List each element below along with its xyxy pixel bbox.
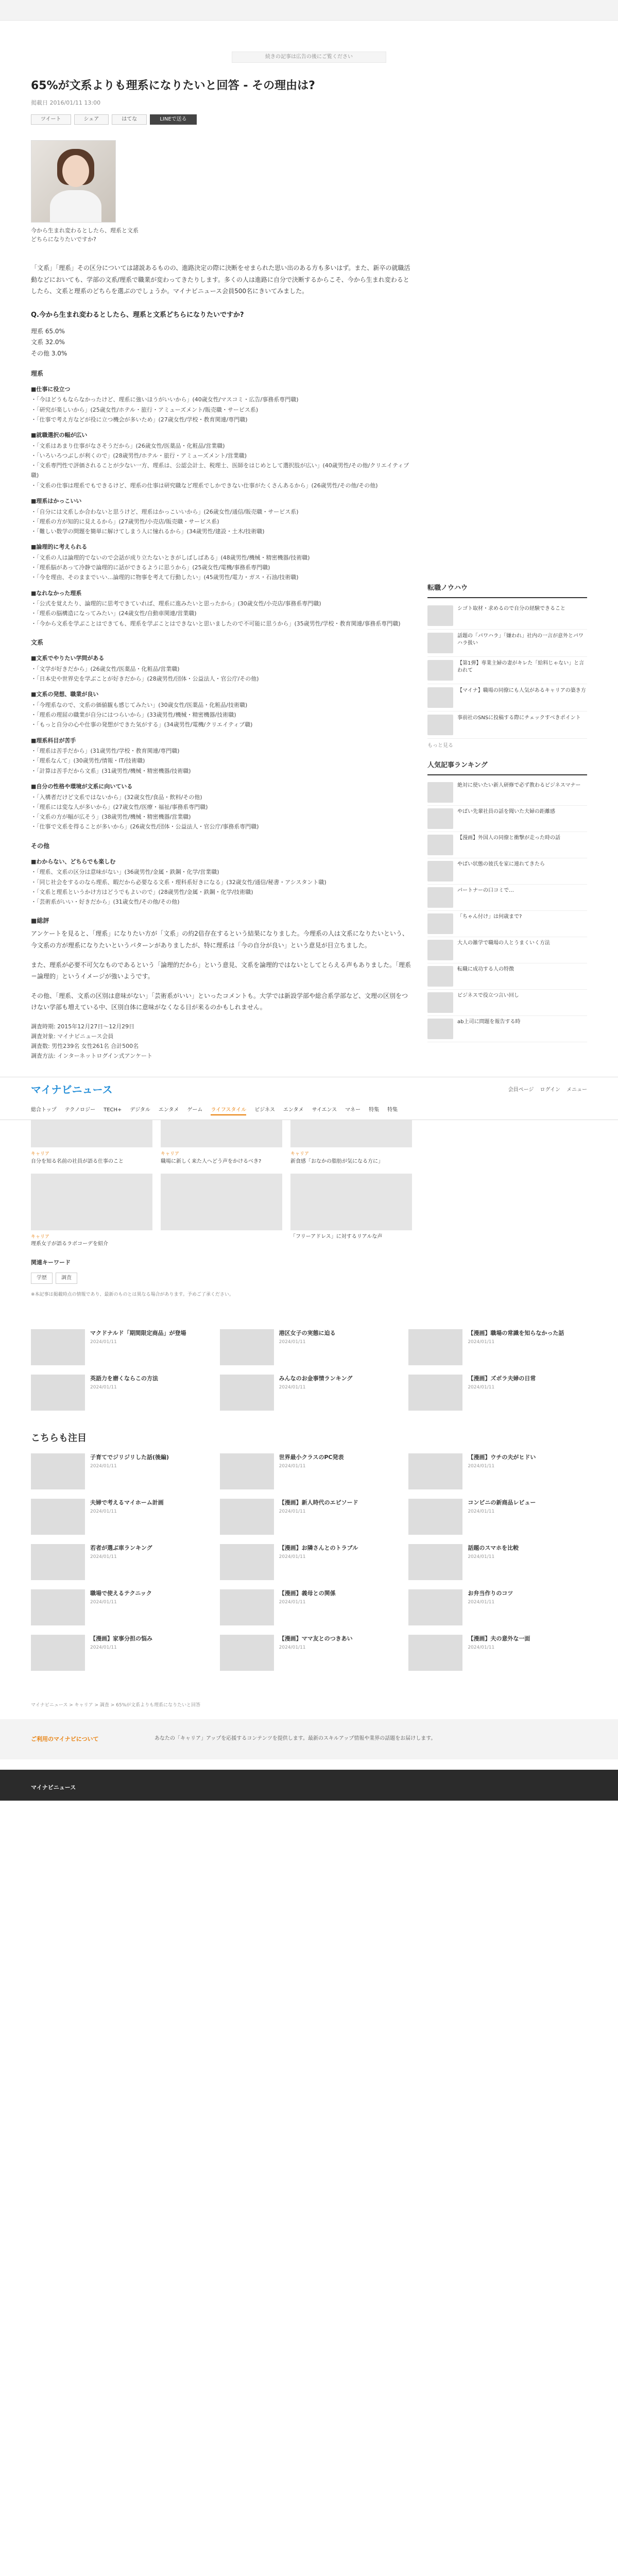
quote-item: ・「公式を覚えたり、論理的に思考できていれば、理系に進みたいと思ったから」(30歳女性/小売店/事務系専門職)	[31, 600, 321, 607]
ranking-thumb	[427, 1019, 453, 1039]
breadcrumb: マイナビニュース > キャリア > 調査 > 65%が文系よりも理系になりたいと回答	[31, 1702, 201, 1708]
footer-desc: あなたの「キャリア」アップを応援するコンテンツを提供します。最新のスキルアップ情報や業界の話題をお届けします。	[154, 1736, 436, 1742]
keyword-tag[interactable]: 学歴	[31, 1273, 53, 1284]
group-heading: ■自分の性格や環境が文系に向いている	[31, 783, 133, 790]
nav-link[interactable]: エンタメ	[158, 1107, 179, 1113]
sidebar-item-text: シゴト取材・求めるので自分の経験できること	[457, 605, 565, 612]
list-title: 【漫画】職場の常識を知らなかった話 2024/01/11	[468, 1329, 564, 1365]
quote-item: ・「いろいろつぶしが利くので」(28歳男性/ホテル・旅行・アミューズメント/営業職)	[31, 452, 247, 459]
list-title: 話題のスマホを比較 2024/01/11	[468, 1544, 519, 1580]
summary-paragraph: その他、「理系、文系の区別は意味がない」「芸術系がいい」といったコメントも。大学では新設学部や総合系学部など、文理の区別をつけない学部も増えている中、区別自体に意味がなくなる日が来るのかもしれません。	[31, 992, 408, 1011]
related-thumb	[31, 1174, 152, 1230]
notice: ※本記事は掲載時点の情報であり、最新のものとは異なる場合があります。予めご了承ください。	[31, 1292, 234, 1297]
ranking-thumb	[427, 782, 453, 803]
list-item[interactable]	[408, 1589, 587, 1625]
list-thumb	[408, 1453, 462, 1489]
list-date: 2024/01/11	[90, 1339, 117, 1345]
keywords	[31, 1258, 412, 1284]
list-title: みんなのお金事情ランキング 2024/01/11	[279, 1375, 353, 1411]
related-thumb	[161, 1174, 282, 1230]
survey-info	[31, 1022, 412, 1061]
ranking-title: 人気記事ランキング	[427, 760, 587, 775]
related-text: 理系女子が語るラボコーデを紹介	[31, 1241, 108, 1247]
list-title: 世界最小クラスのPC発表 2024/01/11	[279, 1453, 344, 1489]
quote-item: ・「研究が楽しいから」(25歳女性/ホテル・旅行・アミューズメント/販売職・サービス系)	[31, 406, 259, 413]
footer-dark	[0, 1770, 618, 1801]
nav-link[interactable]: サイエンス	[312, 1107, 337, 1113]
quote-item: ・「今から文系を学ぶことはできても、理系を学ぶことはできないと思いましたので不可能に思うから」(35歳男性/学校・教育関連/事務系専門職)	[31, 620, 401, 627]
list-thumb	[220, 1375, 274, 1411]
list-item[interactable]	[408, 1329, 587, 1365]
survey-line: 調査方法: インターネットログイン式アンケート	[31, 1053, 153, 1060]
related-card[interactable]	[161, 1174, 282, 1248]
ranking-thumb	[427, 913, 453, 934]
ranking-item-text: 転職に成功する人の特徴	[457, 966, 514, 972]
ranking-thumb	[427, 992, 453, 1013]
list-title: 【漫画】家事分担の悩み 2024/01/11	[90, 1635, 152, 1671]
quote-item: ・「文系と理系というかけ方はどうでもよいので」(28歳男性/金属・鉄鋼・化学/技術職)	[31, 888, 253, 895]
ranking-item-text: やばい状態の彼氏を家に連れてきたら	[457, 861, 545, 867]
result-line: 理系 65.0%	[31, 327, 65, 335]
list-date: 2024/01/11	[279, 1599, 306, 1605]
ranking-item[interactable]	[427, 1016, 587, 1042]
footer-dark-text: マイナビニュース	[31, 1784, 76, 1791]
list-date: 2024/01/11	[468, 1339, 495, 1345]
quote-item: ・「今理系なので、文系の価値観も感じてみたい」(30歳女性/医薬品・化粧品/技術職)	[31, 701, 248, 708]
list-thumb	[31, 1453, 85, 1489]
list-item[interactable]	[220, 1499, 399, 1535]
ranking-item-text: 絶対に使いたい新人研修で必ず教わるビジネスマナー	[457, 782, 581, 788]
list-item[interactable]	[31, 1589, 210, 1625]
nav-link[interactable]: 特集	[369, 1107, 380, 1113]
list-title: 英語力を磨くならこの方法 2024/01/11	[90, 1375, 158, 1411]
list-date: 2024/01/11	[90, 1599, 117, 1605]
list-title: 【漫画】ママ友とのつきあい 2024/01/11	[279, 1635, 353, 1671]
attention-grid	[31, 1453, 587, 1671]
list-title: 【漫画】ズボラ夫婦の日常 2024/01/11	[468, 1375, 536, 1411]
list-date: 2024/01/11	[90, 1463, 117, 1469]
sidebar-item[interactable]	[427, 711, 587, 739]
quote-item: ・「理系は苦手だから」(31歳男性/学校・教育関連/専門職)	[31, 748, 180, 755]
article-intro	[31, 262, 412, 297]
sidebar-item[interactable]	[427, 630, 587, 657]
list-date: 2024/01/11	[468, 1645, 495, 1650]
list-date: 2024/01/11	[468, 1463, 495, 1469]
article-photo	[31, 140, 116, 223]
ranking-item-text: やばい先輩社員の話を聞いた夫婦の距離感	[457, 808, 555, 815]
related-card[interactable]	[290, 1174, 412, 1248]
ranking-item[interactable]	[427, 937, 587, 963]
ranking-list	[427, 779, 587, 1042]
quote-item: ・「入構者だけど文系ではないから」(32歳女性/食品・飲料/その他)	[31, 793, 202, 801]
sidebar-thumb	[427, 715, 453, 735]
related-text: 自分を知る名前の社員が語る仕事のこと	[31, 1158, 124, 1164]
ad-notice: 続きの記事は広告の後にご覧ください	[232, 52, 386, 63]
sidebar-item[interactable]	[427, 657, 587, 684]
keyword-list	[31, 1273, 412, 1284]
list-item[interactable]	[408, 1499, 587, 1535]
group-heading: ■なれなかった理系	[31, 589, 82, 597]
group-heading: ■文系でやりたい学問がある	[31, 655, 105, 662]
sidebar-item[interactable]	[427, 684, 587, 711]
list-title: マクドナルド「期間限定商品」が登場 2024/01/11	[90, 1329, 186, 1365]
list-date: 2024/01/11	[279, 1554, 306, 1560]
list-date: 2024/01/11	[468, 1554, 495, 1560]
list-date: 2024/01/11	[279, 1463, 306, 1469]
intro-paragraph: 「文系」「理系」その区分については諸説あるものの、進路決定の際に決断をせまられた思い出のある方も多いはず。また、新卒の就職活動などにおいても、学部の文系/理系で職業が変わってきたりします。多くの人は進路に自分で決断するからこそ、今から生まれ変わるとしたら、文系と理系のどちらを選ぶのでしょうか。マイナビニュース会員500名にきいてみました。	[31, 264, 410, 295]
related-tag: キャリア	[31, 1151, 50, 1157]
site-logo[interactable]: マイナビニュース	[31, 1084, 113, 1096]
ranking-thumb	[427, 861, 453, 882]
quote-item: ・「文系の仕事は理系でもできるけど、理系の仕事は研究職など理系でしかできない仕事がたくさんあるから」(26歳男性/その他/その他)	[31, 482, 378, 489]
share-button[interactable]: シェア	[74, 114, 109, 125]
list-item[interactable]	[408, 1453, 587, 1489]
summary-heading: ■総評	[31, 917, 49, 925]
sidebar	[427, 78, 587, 1042]
result-line: 文系 32.0%	[31, 338, 65, 346]
list-date: 2024/01/11	[90, 1509, 117, 1514]
top-bar	[0, 0, 618, 21]
list-thumb	[31, 1589, 85, 1625]
list-thumb	[408, 1589, 462, 1625]
list-title: 【漫画】夫の意外な一面 2024/01/11	[468, 1635, 530, 1671]
ranking-item-text: 【漫画】外国人の同僚と衝撃が走った時の話	[457, 835, 560, 841]
nav-link[interactable]: デジタル	[130, 1107, 150, 1113]
list-thumb	[408, 1544, 462, 1580]
list-item[interactable]	[220, 1635, 399, 1671]
related-tag: キャリア	[290, 1151, 310, 1157]
survey-line: 調査対象: マイナビニュース会員	[31, 1032, 114, 1040]
quote-item: ・「文系の方が幅が広そう」(38歳男性/機械・精密機器/営業職)	[31, 814, 191, 820]
list-item[interactable]	[408, 1635, 587, 1671]
summary	[31, 928, 412, 1013]
list-item[interactable]	[408, 1544, 587, 1580]
sidebar-item[interactable]	[427, 602, 587, 630]
quote-item: ・「今を理由、そのままでいい…論理的に物事を考えて行動したい」(45歳男性/電力・ガス・石油/技術職)	[31, 574, 299, 581]
ranking-thumb	[427, 835, 453, 855]
sidebar-thumb	[427, 605, 453, 626]
question-heading: Q.今から生まれ変わるとしたら、理系と文系どちらになりたいですか?	[31, 311, 244, 319]
section-heading: 理系	[31, 369, 44, 377]
ranking-thumb	[427, 940, 453, 960]
sidebar-thumb	[427, 687, 453, 708]
group-heading: ■理系はかっこいい	[31, 497, 82, 504]
summary-paragraph: アンケートを見ると、「理系」になりたい方が「文系」の約2倍存在するという結果になりました。今理系の人は文系になりたいという、今文系の方が理系になりたいというパターンがありましたが、特に理系は「今の自分が良い」という意見が目立ちました。	[31, 930, 408, 949]
list-title: 夫婦で考えるマイホーム計画 2024/01/11	[90, 1499, 164, 1535]
ranking-thumb	[427, 887, 453, 908]
list-title: 【漫画】義母との関係 2024/01/11	[279, 1589, 336, 1625]
list-title: 【漫画】お隣さんとのトラブル 2024/01/11	[279, 1544, 358, 1580]
quote-item: ・「理系脳があって冷静で論理的に話ができるように思うから」(25歳女性/電機/事務系専門職)	[31, 564, 270, 571]
group-heading: ■理系科目が苦手	[31, 737, 76, 744]
share-button[interactable]: はてな	[112, 114, 147, 125]
summary-paragraph: また、理系が必要不可欠なものであるという「論理的だから」という意見、文系を論理的ではないとしてとらえる声もありました。「理系＝論理的」というイメージが強いようです。	[31, 961, 411, 980]
quote-item: ・「今ほどうもならなかったけど、理系に強いほうがいいから」(40歳女性/マスコミ・広告/事務系専門職)	[31, 396, 299, 403]
list-title: 子育てでジリジリした話(後編) 2024/01/11	[90, 1453, 169, 1489]
list-date: 2024/01/11	[468, 1509, 495, 1514]
quote-item: ・「日本史や世界史を学ぶことが好きだから」(28歳男性/団体・公益法人・官公庁/その他)	[31, 675, 259, 682]
list-title: 【漫画】ウチの夫がヒドい 2024/01/11	[468, 1453, 536, 1489]
share-button[interactable]: LINEで送る	[150, 114, 196, 125]
list-thumb	[220, 1544, 274, 1580]
related-text: 新食感「おなかの脂肪が気になる方に」	[290, 1158, 383, 1164]
list-thumb	[220, 1453, 274, 1489]
quote-item: ・「文系専門性で評価されることが少ない一方、理系は、公認会計士、税理士、医師をはじめとして選択肢が広い」(40歳男性/その他/クリエイティブ職)	[31, 462, 409, 479]
keywords-title: 関連キーワード	[31, 1259, 71, 1266]
ranking-thumb	[427, 808, 453, 829]
sidebar-list	[427, 602, 587, 739]
quote-item: ・「もっと自分の心や仕事の発想ができた気がする」(34歳男性/電機/クリエイティブ職)	[31, 721, 253, 728]
nav-link[interactable]: TECH+	[104, 1107, 122, 1113]
attention-title: こちらも注目	[31, 1432, 87, 1444]
list-title: コンビニの新商品レビュー 2024/01/11	[468, 1499, 536, 1535]
list-item[interactable]	[31, 1453, 210, 1489]
list-date: 2024/01/11	[279, 1384, 306, 1390]
group-heading: ■論理的に考えられる	[31, 544, 88, 551]
list-item[interactable]	[408, 1375, 587, 1411]
recommend-section	[31, 1329, 587, 1411]
quote-item: ・「自分には文系しか合わないと思うけど、理系はかっこいいから」(26歳女性/通信/販売職・サービス系)	[31, 508, 299, 515]
list-item[interactable]	[220, 1589, 399, 1625]
list-title: 【漫画】新人時代のエピソード 2024/01/11	[279, 1499, 358, 1535]
list-item[interactable]	[31, 1635, 210, 1671]
related-thumb	[290, 1174, 412, 1230]
list-thumb	[408, 1635, 462, 1671]
list-thumb	[408, 1329, 462, 1365]
sidebar-item-text: 事前社のSNSに投稿する際にチェックすべきポイント	[457, 715, 581, 721]
list-date: 2024/01/11	[90, 1645, 117, 1650]
related-text: 職場に新しく来た人へどう声をかけるべき?	[161, 1158, 262, 1164]
list-item[interactable]	[220, 1375, 399, 1411]
quote-item: ・「理系の脳構造になってみたい」(24歳女性/自動車関連/営業職)	[31, 610, 197, 617]
list-item[interactable]	[220, 1544, 399, 1580]
nav-link[interactable]: 特集	[387, 1107, 398, 1113]
nav-right-item[interactable]: ログイン	[540, 1087, 560, 1093]
list-thumb	[31, 1544, 85, 1580]
quote-item: ・「理系、文系の区分は意味がない」(36歳男性/金属・鉄鋼・化学/営業職)	[31, 869, 219, 876]
ranking-item-text: 「ちゃん付け」は何歳まで?	[457, 913, 522, 920]
list-date: 2024/01/11	[90, 1554, 117, 1560]
attention-section	[31, 1431, 587, 1671]
quote-item: ・「文系の人は論理的でないので会話が成り立たないときがしばしばある」(48歳男性/機械・精密機器/技術職)	[31, 554, 310, 561]
quote-item: ・「難しい数学の問題を簡単に解けてしまう人に憧れるから」(34歳男性/建設・土木/技術職)	[31, 528, 265, 535]
site-navbar	[0, 1077, 618, 1120]
list-date: 2024/01/11	[90, 1384, 117, 1390]
ranking-item-text: 大人の雑学で職場の人とうまくいく方法	[457, 940, 550, 946]
related-card[interactable]	[31, 1174, 152, 1248]
sidebar-item-text: 【第1弾】専業主婦の妻がキレた「給料じゃない」と言われて	[457, 660, 585, 673]
article-title: 65%が文系よりも理系になりたいと回答 - その理由は?	[31, 79, 315, 92]
group-heading: ■就職選択の幅が広い	[31, 432, 88, 439]
quote-item: ・「仕事で文系を得ることが多いから」(26歳女性/団体・公益法人・官公庁/事務系専門職)	[31, 823, 259, 831]
list-thumb	[220, 1499, 274, 1535]
survey-line: 調査時期: 2015年12月27日～12月29日	[31, 1023, 135, 1030]
footer-band	[0, 1719, 618, 1759]
section-heading: 文系	[31, 638, 44, 646]
nav-link[interactable]: テクノロジー	[64, 1107, 96, 1113]
sidebar-thumb	[427, 660, 453, 681]
sidebar-more-link[interactable]: もっと見る	[427, 742, 453, 749]
list-thumb	[408, 1375, 462, 1411]
nav-right-item[interactable]: メニュー	[566, 1087, 587, 1093]
list-item[interactable]	[31, 1375, 210, 1411]
ranking-item[interactable]	[427, 990, 587, 1016]
ranking-item[interactable]	[427, 832, 587, 858]
group-heading: ■わからない、どちらでも楽しむ	[31, 858, 116, 865]
quote-item: ・「理系の理屈の職業が自分にはつらいから」(33歳男性/機械・精密機器/技術職)	[31, 711, 236, 719]
related-tag: キャリア	[31, 1234, 50, 1240]
list-title: お弁当作りのコツ 2024/01/11	[468, 1589, 513, 1625]
ranking-item-text: ab上司に問題を報告する時	[457, 1019, 521, 1025]
nav-link[interactable]: ビジネス	[254, 1107, 275, 1113]
survey-line: 調査数: 男性239名 女性261名 合計500名	[31, 1043, 139, 1050]
list-date: 2024/01/11	[468, 1384, 495, 1390]
share-button[interactable]: ツイート	[31, 114, 71, 125]
ranking-thumb	[427, 966, 453, 987]
article-date: 掲載日 2016/01/11 13:00	[31, 99, 101, 106]
nav-link[interactable]: エンタメ	[283, 1107, 304, 1113]
quote-item: ・「理系には変な人が多いから」(27歳女性/医療・福祉/事務系専門職)	[31, 803, 208, 810]
list-thumb	[220, 1589, 274, 1625]
list-title: 港区女子の実態に迫る 2024/01/11	[279, 1329, 336, 1365]
quote-item: ・「文系はあまり仕事がなさそうだから」(26歳女性/医薬品・化粧品/営業職)	[31, 442, 225, 449]
list-date: 2024/01/11	[468, 1599, 495, 1605]
keyword-tag[interactable]: 調査	[56, 1273, 77, 1284]
list-date: 2024/01/11	[279, 1645, 306, 1650]
ranking-item[interactable]	[427, 885, 587, 911]
sidebar-item-text: 【マイナ】職場の同僚にも人気があるキャリアの築き方	[457, 687, 586, 693]
photo-caption: 今から生まれ変わるとしたら、理系と文系どちらになりたいですか?	[31, 227, 139, 243]
list-item[interactable]	[220, 1329, 399, 1365]
survey-results	[31, 326, 412, 360]
group-heading: ■仕事に役立つ	[31, 385, 71, 393]
quote-item: ・「計算は苦手だから文系」(31歳男性/機械・精密機器/技術職)	[31, 767, 191, 774]
group-heading: ■文系の発想、職業が良い	[31, 691, 99, 698]
sidebar-item-text: 話題の「パワハラ」「嫌われ」社内の一言が意外とパワハラ扱い	[457, 633, 583, 646]
list-date: 2024/01/11	[279, 1509, 306, 1514]
list-item[interactable]	[31, 1544, 210, 1580]
related-tag: キャリア	[161, 1151, 180, 1157]
list-thumb	[220, 1329, 274, 1365]
quote-item: ・「仕事で考え方などが役に立つ機会が多いため」(27歳女性/学校・教育関連/専門職)	[31, 416, 248, 423]
list-date: 2024/01/11	[279, 1339, 306, 1345]
answer-sections	[31, 369, 412, 907]
ranking-item[interactable]	[427, 963, 587, 990]
ranking-item[interactable]	[427, 779, 587, 806]
list-item[interactable]	[31, 1499, 210, 1535]
footer-title[interactable]: ご利用のマイナビについて	[31, 1736, 99, 1743]
list-title: 職場で使えるテクニック 2024/01/11	[90, 1589, 152, 1625]
ranking-item[interactable]	[427, 911, 587, 937]
nav-links	[31, 1103, 587, 1120]
list-thumb	[31, 1635, 85, 1671]
section-heading: その他	[31, 842, 50, 850]
ranking-item[interactable]	[427, 806, 587, 832]
ranking-item-text: パートナーの口コミで…	[457, 887, 514, 893]
nav-right	[508, 1086, 587, 1094]
list-item[interactable]	[220, 1453, 399, 1489]
nav-link[interactable]: ゲーム	[187, 1107, 203, 1113]
ranking-item[interactable]	[427, 858, 587, 885]
list-thumb	[31, 1329, 85, 1365]
quote-item: ・「芸術系がいい・好きだから」(31歳女性/その他/その他)	[31, 899, 180, 906]
quote-item: ・「理系なんて」(30歳男性/情報・IT/技術職)	[31, 757, 145, 765]
list-thumb	[220, 1635, 274, 1671]
recommend-grid	[31, 1329, 587, 1411]
quote-item: ・「理系の方が知的に見えるから」(27歳男性/小売店/販売職・サービス系)	[31, 518, 219, 525]
result-line: その他 3.0%	[31, 349, 67, 357]
share-buttons	[31, 114, 412, 125]
nav-link[interactable]: マネー	[345, 1107, 361, 1113]
list-item[interactable]	[31, 1329, 210, 1365]
nav-link[interactable]: 総合トップ	[31, 1107, 57, 1113]
nav-right-item[interactable]: 会員ページ	[508, 1087, 534, 1093]
sidebar-title: 転職ノウハウ	[427, 583, 587, 598]
quote-item: ・「同じ社会をするのなら理系、暇だから必要なる文系・理科系好きになる」(32歳女性/通信/秘書・アシスタント職)	[31, 878, 327, 886]
list-thumb	[31, 1499, 85, 1535]
list-thumb	[31, 1375, 85, 1411]
related-text: 「フリーアドレス」に対するリアルな声	[290, 1233, 383, 1240]
sidebar-thumb	[427, 633, 453, 653]
list-thumb	[408, 1499, 462, 1535]
nav-link[interactable]: ライフスタイル	[211, 1106, 246, 1115]
quote-item: ・「文学が好きだから」(26歳女性/医薬品・化粧品/営業職)	[31, 665, 180, 672]
list-title: 若者が選ぶ車ランキング 2024/01/11	[90, 1544, 152, 1580]
ranking-item-text: ビジネスで役立つ言い回し	[457, 992, 519, 998]
